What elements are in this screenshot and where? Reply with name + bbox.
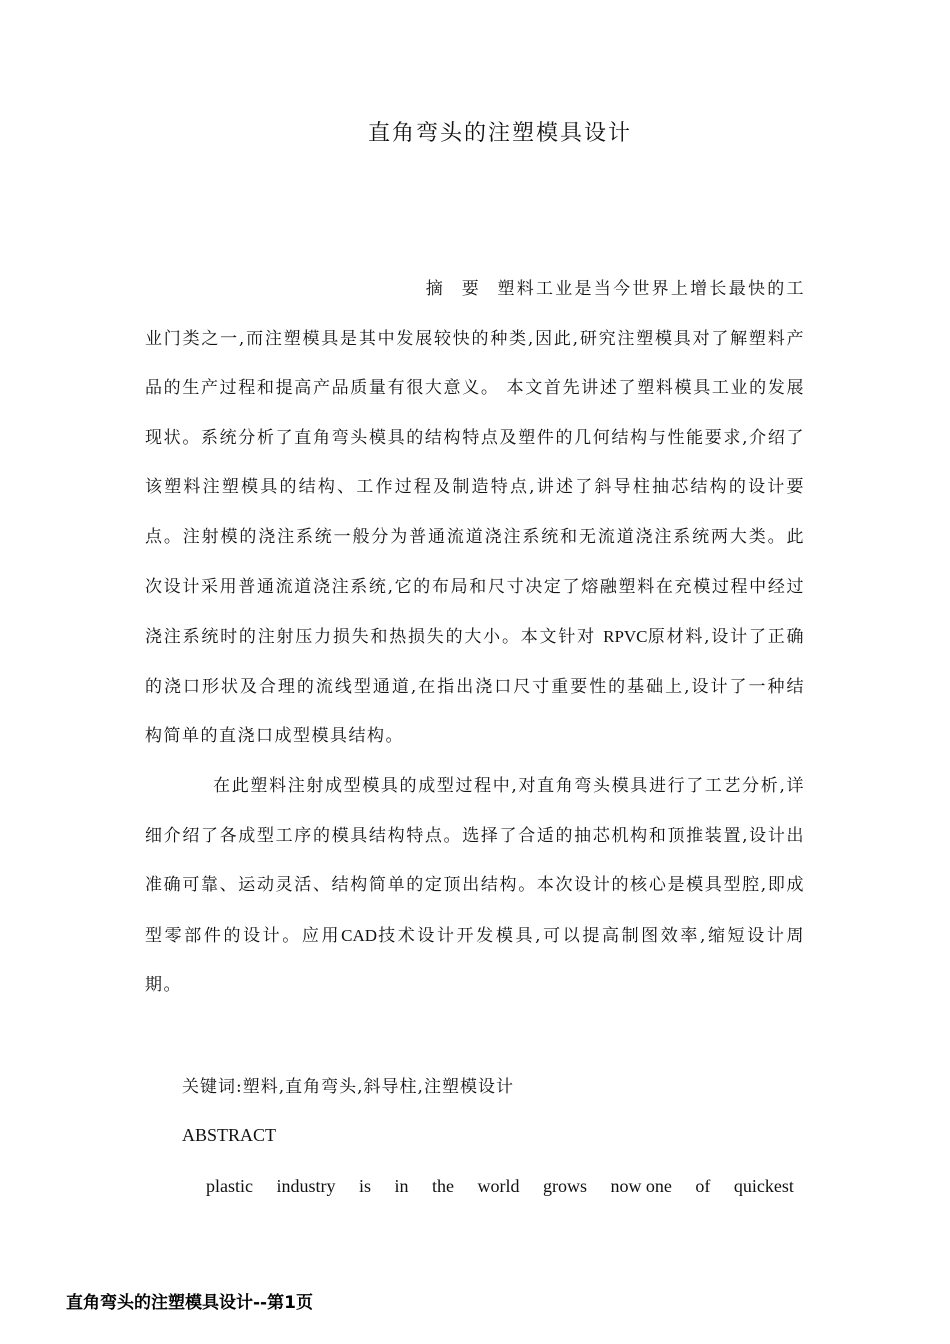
english-word: quickest — [733, 1176, 794, 1196]
keywords-line: 关键词:塑料,直角弯头,斜导柱,注塑模设计 — [182, 1077, 514, 1097]
english-word: the — [431, 1176, 454, 1196]
english-word: grows — [542, 1176, 587, 1196]
abstract-label: 摘 要 — [425, 279, 486, 299]
english-word: world — [477, 1176, 520, 1196]
english-word: industry — [276, 1176, 336, 1196]
english-abstract-first-line — [206, 1176, 794, 1197]
abstract-text-part-2: 原材料,设计了正确的浇口形状及合理的流线型通道,在指出浇口尺寸重要性的基础上,设计了一种结构简单的直浇口成型模具结构。 — [145, 627, 806, 747]
abstract-text-part-1: 塑料工业是当今世界上增长最快的工业门类之一,而注塑模具是其中发展较快的种类,因此,研究注塑模具对了解塑料产品的生产过程和提高产品质量有很大意义。 本文首先讲述了塑料模具工业的发展现状。系统分析了直角弯头模具的结构特点及塑件的几何结构与性能要求,介绍了该塑料注塑模具的结构、工作过程及制造特点,讲述了斜导柱抽芯结构的设计要点。注射模的浇注系统一般分为普通流道浇注系统和无流道浇注系统两大类。此次设计采用普通流道浇注系统,它的布局和尺寸决定了熔融塑料在充模过程中经过浇注系统时的注射压力损失和热损失的大小。本文针对 — [145, 279, 806, 648]
abstract-material-name: RPVC — [603, 627, 648, 647]
abstract-paragraph-2 — [145, 762, 805, 1011]
abstract-text-part-3: 在此塑料注射成型模具的成型过程中,对直角弯头模具进行了工艺分析,详细介绍了各成型工序的模具结构特点。选择了合适的抽芯机构和顶推装置,设计出准确可靠、运动灵活、结构简单的定顶出结构。本次设计的核心是模具型腔,即成型零部件的设计。应用 — [145, 776, 805, 946]
page-title: 直角弯头的注塑模具设计 — [367, 121, 632, 146]
abstract-paragraph-1 — [145, 265, 805, 762]
english-word: in — [394, 1176, 409, 1196]
abstract-cad-term: CAD — [341, 925, 378, 945]
english-word: of — [695, 1176, 711, 1196]
english-word: plastic — [206, 1176, 253, 1196]
abstract-text-part-4: 技术设计开发模具,可以提高制图效率,缩短设计周期。 — [145, 925, 806, 996]
english-abstract-heading: ABSTRACT — [182, 1125, 277, 1145]
page-footer: 直角弯头的注塑模具设计--第1页 — [66, 1293, 313, 1313]
english-word: now one — [610, 1176, 672, 1196]
english-word: is — [358, 1176, 371, 1196]
